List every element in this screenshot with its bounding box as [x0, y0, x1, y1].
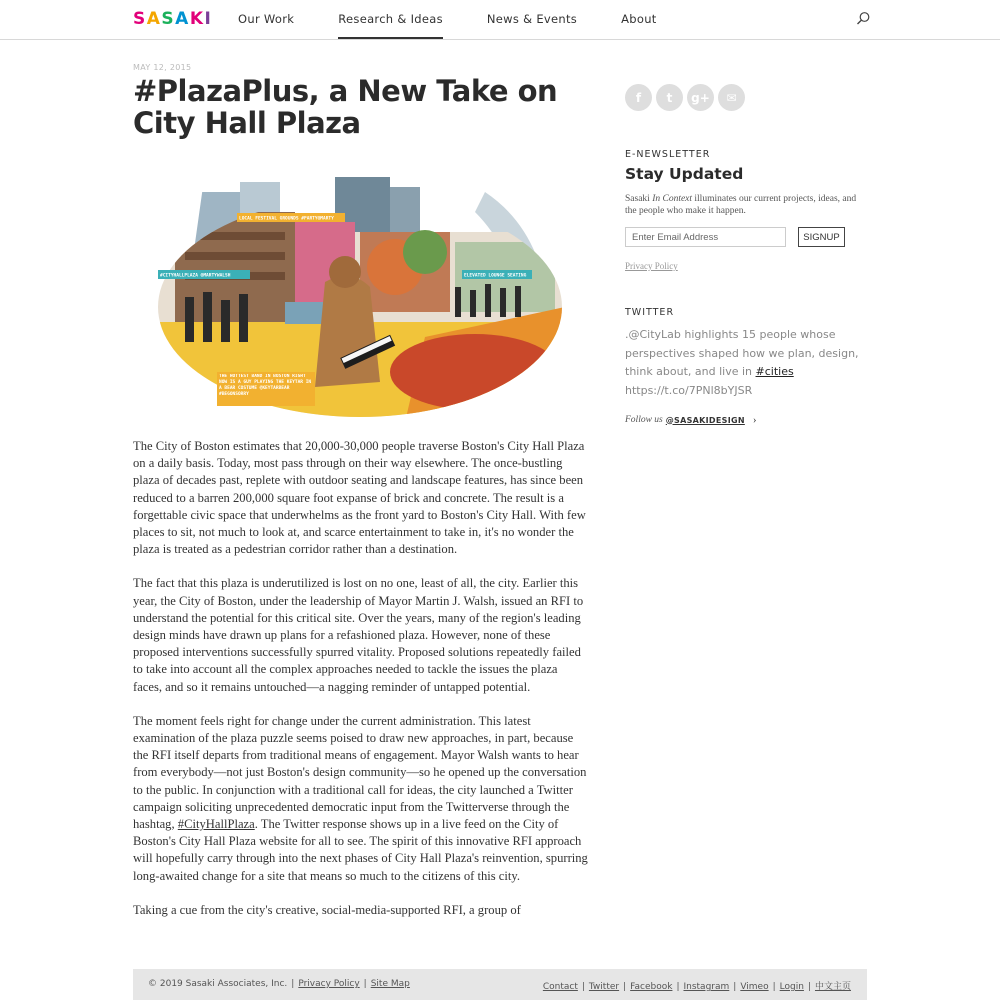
chevron-right-icon: › [752, 414, 757, 426]
cityhallplaza-hashtag-link[interactable]: #CityHallPlaza [177, 817, 255, 832]
logo-letter: K [189, 9, 205, 29]
copyright: © 2019 Sasaki Associates, Inc. [148, 979, 288, 989]
in-context-text: In Context [652, 194, 693, 204]
follow-label: Follow us [625, 415, 663, 425]
sasaki-logo[interactable] [133, 9, 212, 29]
share-buttons [625, 84, 749, 111]
article-title: #PlazaPlus, a New Take on City Hall Plaza [133, 74, 558, 140]
logo-letter: I [204, 9, 213, 29]
article-paragraph: Taking a cue from the city's creative, social-media-supported RFI, a group of [133, 902, 521, 917]
main-nav [238, 0, 701, 40]
desc-text: Sasaki [625, 194, 653, 204]
footer-sitemap-link[interactable]: Site Map [370, 979, 410, 989]
site-header [0, 0, 1000, 40]
footer-privacy-link[interactable]: Privacy Policy [298, 979, 360, 989]
desc-text: illuminates our current projects, ideas, and the people who make it happen. [625, 194, 857, 216]
footer-chinese-link[interactable]: 中文主页 [814, 982, 851, 992]
newsletter-title: Stay Updated [625, 165, 744, 183]
twitter-glyph: t [666, 90, 673, 105]
tweet-url[interactable]: https://t.co/7PNl8bYJSR [625, 383, 753, 397]
footer-instagram-link[interactable]: Instagram [683, 982, 730, 992]
nav-research-ideas[interactable]: Research & Ideas [338, 0, 443, 40]
privacy-policy-link[interactable]: Privacy Policy [625, 261, 678, 271]
follow-handle: @SASAKIDESIGN [665, 415, 745, 425]
logo-letter: A [146, 9, 162, 29]
facebook-icon[interactable] [625, 84, 652, 111]
search-icon[interactable] [855, 11, 871, 27]
footer-vimeo-link[interactable]: Vimeo [740, 982, 769, 992]
facebook-glyph: f [635, 90, 642, 105]
article-date: MAY 12, 2015 [133, 63, 192, 72]
article-body [133, 438, 588, 936]
newsletter-label: E-NEWSLETTER [625, 149, 711, 160]
hero-illustration [155, 172, 565, 422]
email-glyph: ✉ [726, 90, 737, 105]
signup-button[interactable]: SIGNUP [798, 227, 845, 247]
footer-facebook-link[interactable]: Facebook [630, 982, 673, 992]
article-paragraph [133, 713, 588, 885]
footer-right: Contact | Twitter | Facebook | Instagram | Vimeo | Login | 中文主页 [542, 982, 851, 992]
google-plus-glyph: g+ [691, 90, 710, 105]
article-paragraph: The City of Boston estimates that 20,000-30,000 people traverse Boston's City Hall Plaza on a daily basis. Today, most pass through on their way elsewhere. The once-bustling plaza of decades past, replete with outdoor seating and landscape features, has since been reduced to a barren 200,000 square foot expanse of brick and concrete. The result is a forgettable civic space that underwhelms as the front yard to Boston's City Hall. With few places to sit, not much to look at, and scarce entertainment to take in, it's no wonder the plaza is treated as a pedestrian corridor rather than a destination. [133, 439, 586, 557]
nav-about[interactable]: About [621, 12, 657, 26]
logo-letter: S [133, 9, 147, 29]
tweet-text [625, 326, 865, 400]
logo-letter: S [161, 9, 176, 29]
newsletter-description [625, 194, 865, 217]
footer-twitter-link[interactable]: Twitter [588, 982, 620, 992]
tweet-body: .@CityLab highlights 15 people whose perspectives shaped how we plan, design, think about, and live in [625, 328, 859, 378]
email-field[interactable] [625, 227, 786, 247]
logo-letter: A [175, 9, 190, 29]
nav-our-work[interactable]: Our Work [238, 12, 295, 26]
callout-keytar: THE HOTTEST BAND IN BOSTON RIGHT NOW IS A GUY PLAYING THE KEYTAR IN A BEAR COSTUME @KEYTARBEAR #BEGONSORRY [219, 374, 312, 397]
callout-festival: LOCAL FESTIVAL GROUNDS #PARTY@MARTY [239, 216, 334, 222]
footer-contact-link[interactable]: Contact [542, 982, 578, 992]
article-paragraph: The fact that this plaza is underutilized is lost on no one, least of all, the city. Earlier this year, the City of Boston, under the leadership of Mayor Martin J. Walsh, issued an RFI to understand the potential for this critical site. Over the years, many of the region's leading design minds have drawn up plans for a refashioned plaza. However, none of these proposed interventions successfully spurred vitality. Proposed solutions repeatedly failed to take into account all the complex approaches needed to tackle the issues the plaza faces, and so it remains untouched—a nagging reminder of untapped potential. [133, 576, 584, 694]
follow-us-link[interactable] [625, 414, 757, 426]
footer-left: © 2019 Sasaki Associates, Inc. | Privacy Policy | Site Map [148, 979, 410, 989]
paragraph-text: The moment feels right for change under the current administration. This latest examination of the plaza puzzle seems poised to draw new approaches, in part, because the RFI itself departs from traditional means of engagement. Mayor Walsh wants to hear from everybody—not just Boston's design community—so he opened up the conversation to the public. In conjunction with a traditional call for ideas, the city launched a Twitter campaign soliciting unprecedented democratic input from the Twitterverse through the hashtag, [133, 713, 587, 832]
email-icon[interactable] [718, 84, 745, 111]
paragraph-text: . The Twitter response shows up in a live feed on the City of Boston's City Hall Plaza website for all to see. The spirit of this innovative RFI approach will hopefully carry through into the next phases of City Hall Plaza's reinvention, spurring long-awaited change for a site that means so much to the citizens of this city. [133, 817, 588, 883]
twitter-icon[interactable] [656, 84, 683, 111]
cities-hashtag-link[interactable]: #cities [755, 365, 794, 378]
twitter-label: TWITTER [625, 307, 675, 318]
footer-login-link[interactable]: Login [779, 982, 804, 992]
nav-news-events[interactable]: News & Events [486, 12, 578, 26]
callout-lounge: ELEVATED LOUNGE SEATING [464, 273, 527, 279]
callout-cityhallplaza: #CITYHALLPLAZA @MARTYWALSH [160, 273, 231, 279]
google-plus-icon[interactable] [687, 84, 714, 111]
site-footer [133, 969, 867, 1000]
